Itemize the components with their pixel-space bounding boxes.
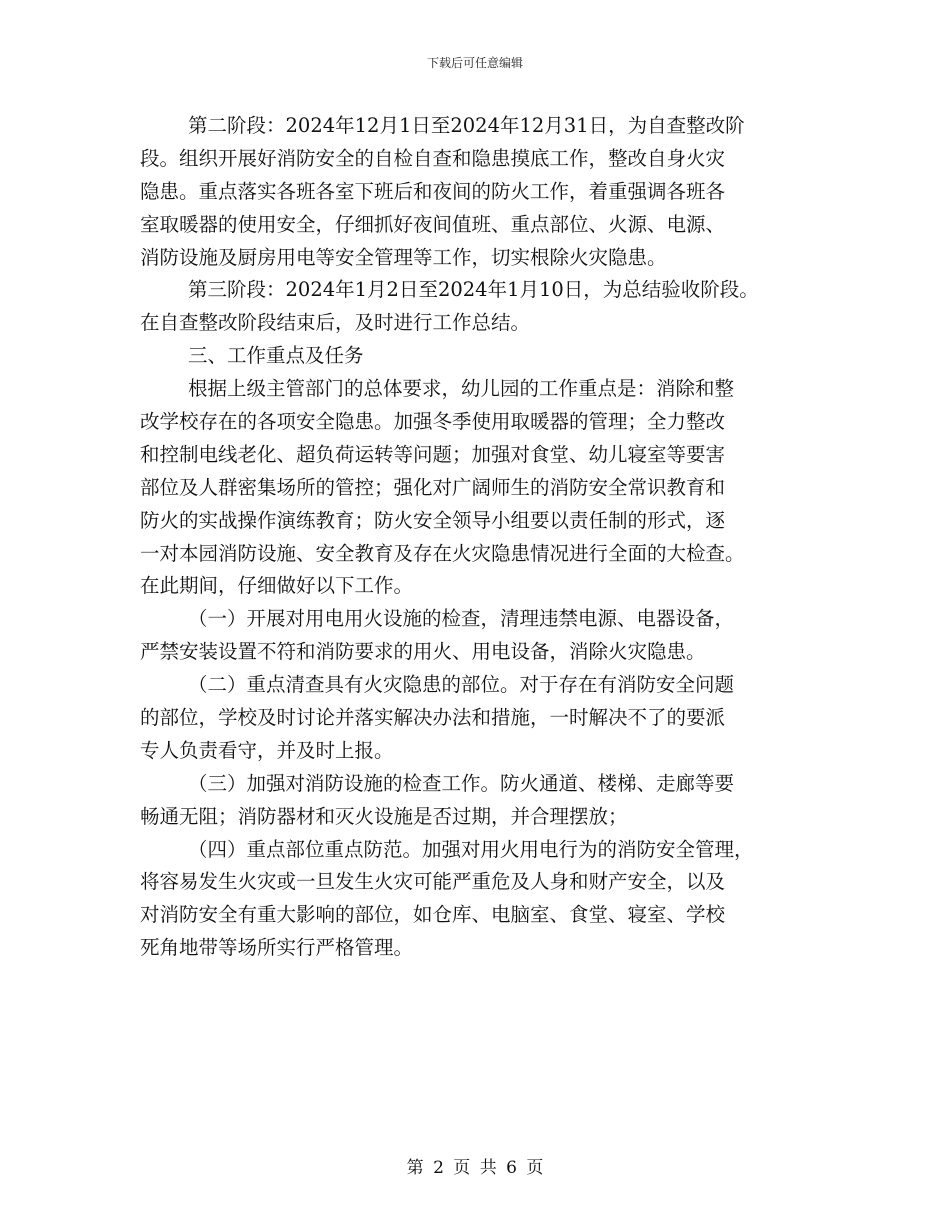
text-line: 专人负责看守，并及时上报。: [140, 738, 394, 762]
page-header: 下载后可任意编辑: [426, 56, 523, 70]
paragraph-stage-three: [140, 274, 840, 340]
text-line: 三、工作重点及任务: [188, 344, 364, 368]
paragraph-item-two: [140, 669, 840, 768]
text-line: 畅通无阻；消防器材和灭火设施是否过期，并合理摆放；: [140, 804, 628, 828]
text-line: 对消防安全有重大影响的部位，如仓库、电脑室、食堂、寝室、学校: [140, 903, 726, 927]
paragraph-item-one: [140, 603, 840, 669]
text-line: 隐患。重点落实各班各室下班后和夜间的防火工作，着重强调各班各: [140, 179, 726, 203]
text-line: （四）重点部位重点防范。加强对用火用电行为的消防安全管理，: [188, 837, 754, 861]
page-footer: 第 2 页 共 6 页: [406, 1158, 544, 1178]
text-line: （三）加强对消防设施的检查工作。防火通道、楼梯、走廊等要: [188, 771, 735, 795]
paragraph-work-focus: [140, 373, 840, 603]
text-line: 死角地带等场所实行严格管理。: [140, 936, 414, 960]
paragraph-stage-two: [140, 110, 840, 274]
text-line: 第二阶段：2024年12月1日至2024年12月31日，为自查整改阶: [188, 114, 745, 137]
text-line: 改学校存在的各项安全隐患。加强冬季使用取暖器的管理；全力整改: [140, 410, 726, 434]
text-line: 和控制电线老化、超负荷运转等问题；加强对食堂、幼儿寝室等要害: [140, 442, 726, 466]
text-line: 严禁安装设置不符和消防要求的用火、用电设备，消除火灾隐患。: [140, 640, 706, 664]
text-line: 段。组织开展好消防安全的自检自查和隐患摸底工作，整改自身火灾: [140, 146, 726, 170]
text-line: 在自查整改阶段结束后，及时进行工作总结。: [140, 311, 531, 335]
text-line: 消防设施及厨房用电等安全管理等工作，切实根除火灾隐患。: [140, 245, 667, 269]
text-line: 将容易发生火灾或一旦发生火灾可能严重危及人身和财产安全，以及: [140, 870, 726, 894]
text-line: 的部位，学校及时讨论并落实解决办法和措施，一时解决不了的要派: [140, 706, 726, 730]
document-body: [140, 110, 840, 965]
text-line: 在此期间，仔细做好以下工作。: [140, 574, 414, 598]
paragraph-item-three: [140, 768, 840, 834]
text-line: （二）重点清查具有火灾隐患的部位。对于存在有消防安全问题: [188, 673, 735, 697]
text-line: 部位及人群密集场所的管控；强化对广阔师生的消防安全常识教育和: [140, 475, 726, 499]
text-line: 防火的实战操作演练教育；防火安全领导小组要以责任制的形式，逐: [140, 508, 726, 532]
text-line: （一）开展对用电用火设施的检查，清理违禁电源、电器设备，: [188, 607, 735, 631]
text-line: 一对本园消防设施、安全教育及存在火灾隐患情况进行全面的大检查。: [140, 541, 745, 565]
text-line: 第三阶段：2024年1月2日至2024年1月10日，为总结验收阶段。: [188, 278, 759, 302]
paragraph-section-heading: [140, 340, 840, 373]
text-line: 室取暖器的使用安全，仔细抓好夜间值班、重点部位、火源、电源、: [140, 212, 726, 236]
text-line: 根据上级主管部门的总体要求，幼儿园的工作重点是：消除和整: [188, 377, 735, 401]
paragraph-item-four: [140, 834, 840, 966]
